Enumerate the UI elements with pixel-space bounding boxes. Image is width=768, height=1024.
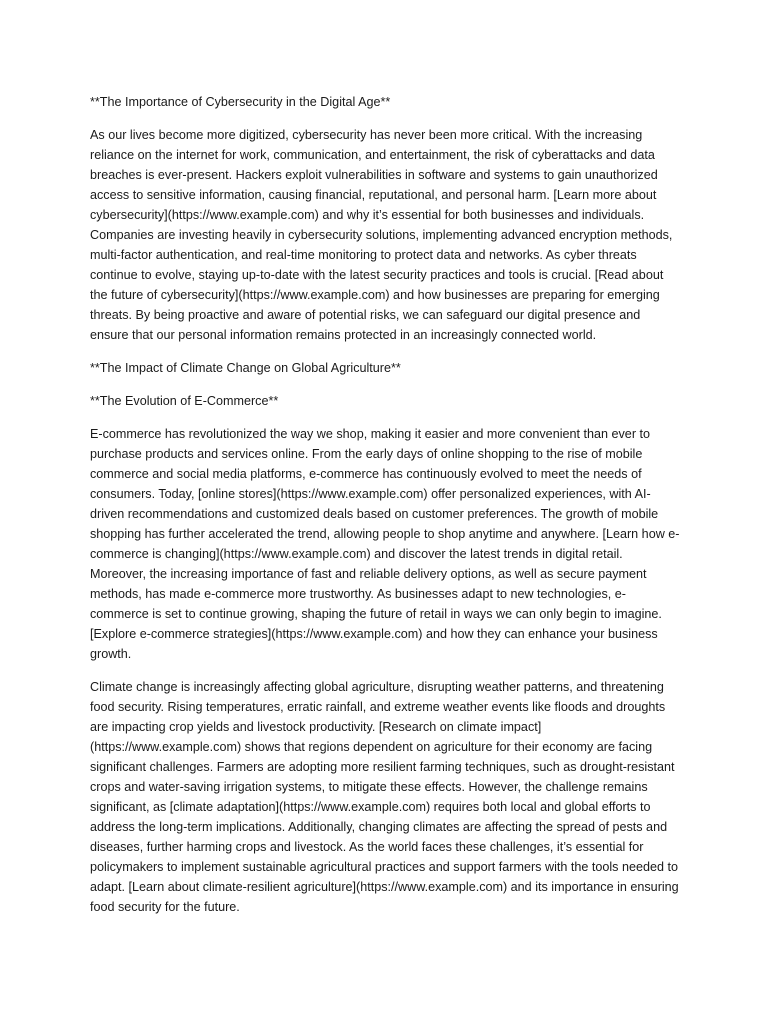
cybersecurity-heading: **The Importance of Cybersecurity in the Digital Age** [90, 95, 391, 109]
cybersecurity-paragraph: As our lives become more digitized, cybersecurity has never been more critical. With the increasing reliance on the internet for work, communication, and entertainment, the risk of cyberattacks and data breaches is ever-present. Hackers exploit vulnerabilities in software and systems to gain unauthorized access to sensitive information, causing financial, reputational, and personal harm. [Learn more about cybersecurity](https://www.example.com) and why it’s essential for both businesses and individuals. Companies are investing heavily in cybersecurity solutions, implementing advanced encryption methods, multi-factor authentication, and real-time monitoring to protect data and networks. As cyber threats continue to evolve, staying up-to-date with the latest security practices and tools is crucial. [Read about the future of cybersecurity](https://www.example.com) and how businesses are preparing for emerging threats. By being proactive and aware of potential risks, we can safeguard our digital presence and ensure that our personal information remains protected in an increasingly connected world. [90, 128, 673, 342]
ecommerce-paragraph: E-commerce has revolutionized the way we shop, making it easier and more convenient than ever to purchase products and services online. From the early days of online shopping to the rise of mobile commerce and social media platforms, e-commerce has continuously evolved to meet the needs of consumers. Today, [online stores](https://www.example.com) offer personalized experiences, with AI-driven recommendations and customized deals based on customer preferences. The growth of mobile shopping has further accelerated the trend, allowing people to shop anytime and anywhere. [Learn how e-commerce is changing](https://www.example.com) and discover the latest trends in digital retail. Moreover, the increasing importance of fast and reliable delivery options, as well as secure payment methods, has made e-commerce more trustworthy. As businesses adapt to new technologies, e-commerce is set to continue growing, shaping the future of retail in ways we can only begin to imagine. [Explore e-commerce strategies](https://www.example.com) and how they can enhance your business growth. [90, 427, 680, 661]
climate-agriculture-paragraph: Climate change is increasingly affecting global agriculture, disrupting weather patterns, and threatening food security. Rising temperatures, erratic rainfall, and extreme weather events like floods and droughts are impacting crop yields and livestock productivity. [Research on climate impact](https://www.example.com) shows that regions dependent on agriculture for their economy are facing significant challenges. Farmers are adopting more resilient farming techniques, such as drought-resistant crops and water-saving irrigation systems, to mitigate these effects. However, the challenge remains significant, as [climate adaptation](https://www.example.com) requires both local and global efforts to address the long-term implications. Additionally, changing climates are affecting the spread of pests and diseases, further harming crops and livestock. As the world faces these challenges, it’s essential for policymakers to implement sustainable agricultural practices and support farmers with the tools needed to adapt. [Learn about climate-resilient agriculture](https://www.example.com) and its importance in ensuring food security for the future. [90, 680, 679, 914]
ecommerce-heading: **The Evolution of E-Commerce** [90, 394, 279, 408]
climate-agriculture-heading: **The Impact of Climate Change on Global Agriculture** [90, 361, 401, 375]
document-page [90, 92, 682, 930]
